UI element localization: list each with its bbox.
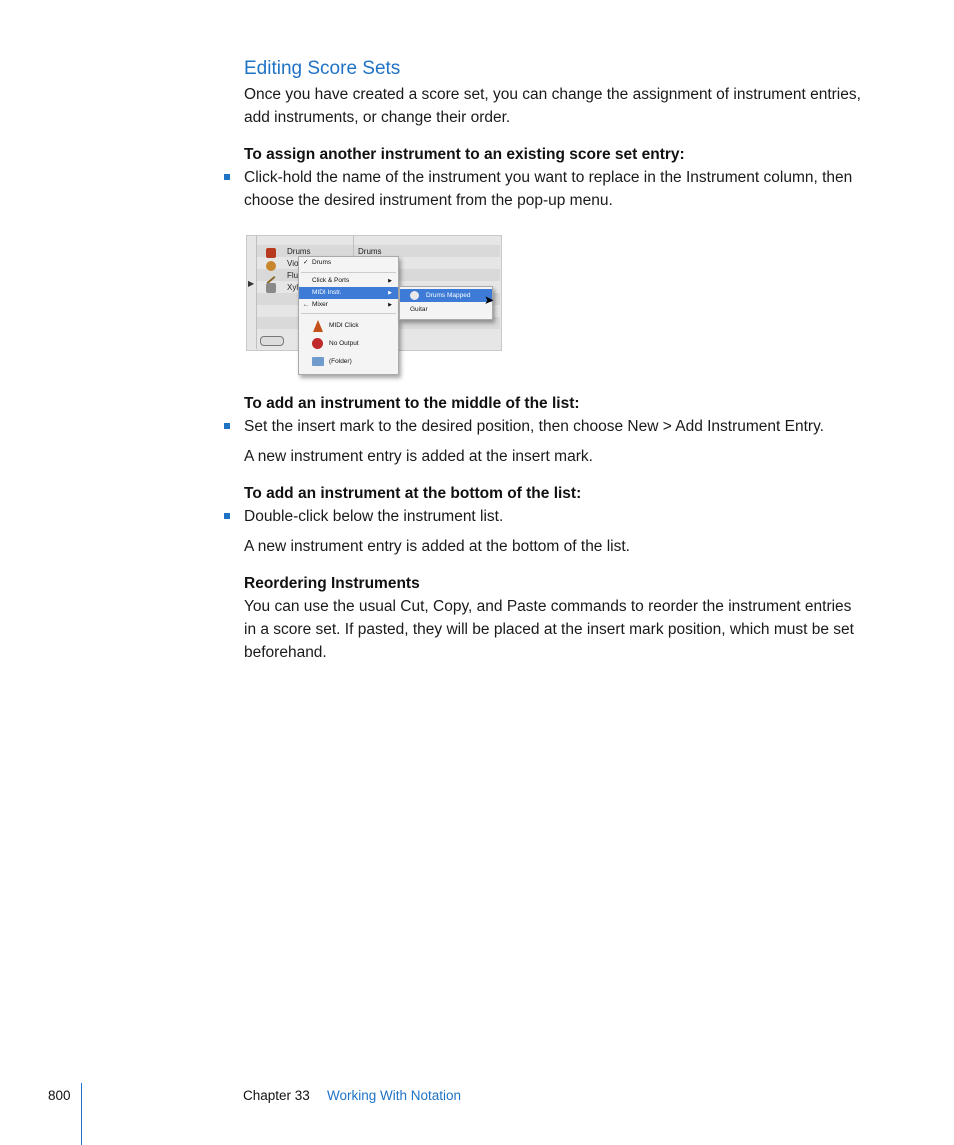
list-item-flute[interactable]: Flu <box>287 271 299 280</box>
menu-item-mixer[interactable]: ← Mixer ▶ <box>299 299 398 311</box>
reorder-body: You can use the usual Cut, Copy, and Paste commands to reorder the instrument entries in a score set. If pasted, they will be placed at the insert mark position, which must be set beforehand. <box>244 598 854 661</box>
menu-item-drums[interactable]: ✓ Drums <box>299 257 398 269</box>
bottom-result: A new instrument entry is added at the bottom of the list. <box>244 538 630 555</box>
bullet-marker <box>224 423 230 429</box>
page-number: 800 <box>48 1088 71 1103</box>
submenu-arrow-icon: ▶ <box>388 290 392 296</box>
submenu-arrow-icon: ▶ <box>388 278 392 284</box>
submenu-item-guitar[interactable]: Guitar <box>410 306 428 313</box>
footer-chapter-title[interactable]: Working With Notation <box>327 1088 462 1103</box>
metronome-icon <box>313 320 323 332</box>
middle-result: A new instrument entry is added at the insert mark. <box>244 448 593 465</box>
footer-divider <box>81 1083 82 1145</box>
assign-bullet-text: Click-hold the name of the instrument you want to replace in the Instrument column, then choose the desired instrument from the pop-up menu. <box>244 169 853 209</box>
instrument-popup-screenshot <box>246 235 502 375</box>
no-output-icon <box>312 338 323 349</box>
instrument-column-header: Drums <box>358 247 382 256</box>
folder-icon <box>312 357 324 366</box>
intro-paragraph: Once you have created a score set, you can change the assignment of instrument entries, add instruments, or change their order. <box>244 86 861 126</box>
check-icon: ✓ <box>303 259 309 266</box>
bottom-lead: To add an instrument at the bottom of the list: <box>244 485 582 502</box>
reorder-heading: Reordering Instruments <box>244 575 420 592</box>
menu-item-midi-instr[interactable]: MIDI Instr. ▶ <box>299 287 398 299</box>
menu-item-no-output[interactable]: No Output <box>299 336 398 352</box>
drums-icon <box>266 248 276 258</box>
middle-lead: To add an instrument to the middle of the list: <box>244 395 580 412</box>
middle-bullet-text: Set the insert mark to the desired position, then choose New > Add Instrument Entry. <box>244 418 824 435</box>
insert-mark-icon: ▶ <box>248 279 255 288</box>
menu-item-folder[interactable]: (Folder) <box>299 354 398 370</box>
scroll-handle-icon[interactable] <box>260 336 284 346</box>
menu-item-midi-click[interactable]: MIDI Click <box>299 318 398 334</box>
mixer-icon: ← <box>303 302 309 308</box>
bottom-bullet-text: Double-click below the instrument list. <box>244 508 504 525</box>
instrument-popup-menu[interactable] <box>298 256 399 375</box>
submenu-arrow-icon: ▶ <box>388 302 392 308</box>
drum-kit-icon <box>410 291 419 300</box>
assign-lead: To assign another instrument to an existing score set entry: <box>244 146 685 163</box>
list-item-drums[interactable]: Drums <box>287 247 311 256</box>
list-item-xylophone[interactable]: Xyl <box>287 283 299 292</box>
menu-item-click-ports[interactable]: Click & Ports ▶ <box>299 275 398 287</box>
section-title: Editing Score Sets <box>244 58 401 79</box>
midi-instr-submenu[interactable] <box>399 286 493 320</box>
list-item-violin[interactable]: Vio <box>287 259 299 268</box>
bullet-marker <box>224 174 230 180</box>
mouse-pointer-icon: ➤ <box>484 293 495 307</box>
submenu-item-drums-mapped[interactable]: Drums Mapped <box>400 289 492 302</box>
violin-icon <box>266 261 276 271</box>
xylophone-icon <box>266 283 276 293</box>
footer-chapter: Chapter 33 <box>243 1088 310 1103</box>
bullet-marker <box>224 513 230 519</box>
